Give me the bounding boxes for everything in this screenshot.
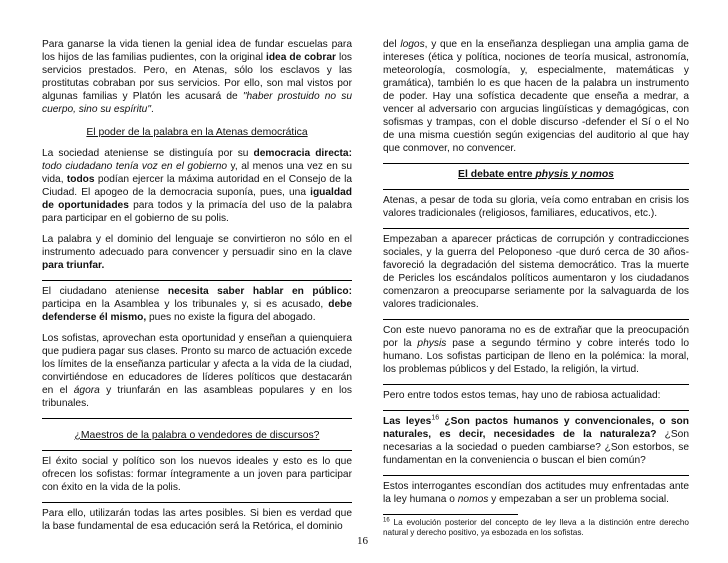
paragraph-laws — [383, 415, 689, 467]
text-run: para todos y la primacía del uso de la palabra para participar en el gobierno de su polis. — [42, 200, 353, 224]
text-run: ágora — [73, 385, 100, 396]
text-run: "haber prostuido no su cuerpo, sino su espíritu" — [42, 91, 353, 115]
paragraph — [42, 332, 352, 410]
paragraph — [383, 480, 689, 506]
text-run: Para ganarse la vida tienen la genial idea de fundar escuelas para los hijos de las familias pudientes, con la original — [42, 39, 352, 63]
footnote — [383, 518, 689, 538]
text-run: idea de cobrar — [266, 52, 336, 63]
divider — [383, 189, 689, 190]
paragraph — [383, 324, 689, 376]
text-run: Con este nuevo panorama no es de extrañar que la preocupación por la — [383, 325, 689, 349]
laws-lead: Las leyes — [383, 416, 432, 427]
text-run: debe defenderse él mismo, — [42, 299, 352, 323]
paragraph — [383, 389, 689, 402]
text-run: y empezaban a ser un problema social. — [488, 494, 669, 505]
footnote-ref: 16 — [431, 414, 440, 422]
text-run: Empezaban a aparecer prácticas de corrupción y contradicciones sociales, y la guerra del Peloponeso -que duró cerca de 30 años- favoreció la degradación del sistema democrático. Tras la muerte de Pericles los escándalos políticos aumentaron y los ciudadanos comenzaron a preocuparse seriamente por la salvaguarda de los valores tradicionales. — [383, 234, 689, 310]
divider — [383, 228, 689, 229]
paragraph — [42, 38, 352, 116]
divider — [42, 450, 352, 451]
text-run: del — [383, 39, 401, 50]
text-run: Atenas, a pesar de toda su gloria, veía como entraban en crisis los valores tradicionales (religiosos, familiares, educativos, etc.). — [383, 195, 689, 219]
text-run: participa en la Asamblea y los tribunales y, si es acusado, — [42, 299, 329, 310]
paragraph — [383, 38, 689, 155]
text-run: Pero entre todos estos temas, hay uno de rabiosa actualidad: — [383, 390, 661, 401]
text-run: Estos interrogantes escondían dos actitudes muy enfrentadas ante la ley humana o — [383, 481, 689, 505]
paragraph — [383, 233, 689, 311]
text-run: nomos — [457, 494, 489, 505]
text-run: pase a segundo término y cobre interés todo lo humano. Los sofistas participan de lleno en la polémica: la moral, los problemas públicos y del Estado, la religión, la virtud. — [383, 338, 689, 375]
text-run: y, al menos una vez en su vida, — [42, 161, 352, 185]
divider — [383, 410, 689, 411]
text-run: podían ejercer la máxima autoridad en el Consejo de la Ciudad. El apogeo de la democracia suponía, pues, una — [42, 174, 352, 198]
text-run: El éxito social y político son los nuevos ideales y esto es lo que ofrecen los sofistas: formar íntegramente a un joven para participar con éxito en la vida de la polis. — [42, 456, 352, 493]
text-run: igualdad de oportunidades — [42, 187, 352, 211]
text-run: . — [150, 104, 154, 115]
footnote-rule — [383, 514, 518, 515]
text-run: todos — [66, 174, 95, 185]
paragraph — [42, 507, 352, 533]
paragraph — [42, 233, 352, 272]
section-heading — [383, 168, 689, 181]
divider — [42, 280, 352, 281]
footnote-text: La evolución posterior del concepto de ley lleva a la distinción entre derecho natural y derecho positivo, ya esbozada en los sofistas. — [383, 518, 689, 537]
text-run: La palabra y el dominio del lenguaje se convirtieron no sólo en el instrumento adecuado para convencer y persuadir sino en la clave — [42, 234, 352, 258]
text-run: physis — [417, 338, 447, 349]
text-run: , y que en la enseñanza despliegan una amplia gama de intereses (ética y política, nociones de teoría musical, astronomía, meteorología, cosmología, y, especialmente, matemáticas y gramática), también lo es que hacen de la palabra un instrumento de poder. Hay una sofística decadente que enseña a medrar, a vencer al adversario con argucias lingüísticas y demagógicas, con sofismas y trampas, con el doble discurso -defender el Sí o el No de una misma cuestión según exigencias del auditorio al que hay que conmover, no convencer. — [383, 39, 689, 154]
text-run: y triunfarán en las asambleas populares y en los tribunales. — [42, 385, 353, 409]
laws-rest: ¿Son necesarias a la sociedad o pueden cambiarse? ¿Son estorbos, se fundamentan en la conveniencia o buscan el bien común? — [383, 429, 690, 466]
divider — [383, 319, 689, 320]
left-column — [42, 38, 352, 541]
text-run: pues no existe la figura del abogado. — [146, 312, 316, 323]
divider — [383, 475, 689, 476]
text-run: Los sofistas, aprovechan esta oportunidad y enseñan a quienquiera que pudiera pagar sus clases. Pronto su marco de actuación excede los límites de la enseñanza particular y afecta a la vida de la ciudad, convirtiéndose en educadores de líderes políticos que destacarán en el — [42, 333, 352, 396]
text-run: Para ello, utilizarán todas las artes posibles. Si bien es verdad que la base fundamental de esa educación será la Retórica, el dominio — [42, 508, 352, 532]
text-run: La sociedad ateniense se distinguía por su — [42, 148, 254, 159]
text-run: El ciudadano ateniense — [42, 286, 168, 297]
paragraph — [42, 147, 352, 225]
divider — [42, 502, 352, 503]
page-number: 16 — [357, 535, 368, 547]
heading-emphasis: physis y nomos — [535, 169, 614, 180]
text-run: necesita saber hablar en público: — [167, 286, 353, 297]
section-heading: ¿Maestros de la palabra o vendedores de discursos? — [74, 430, 320, 441]
right-column — [383, 38, 689, 538]
laws-question: ¿Son pactos humanos y convencionales, o son naturales, es decir, necesidades de la naturaleza? — [383, 416, 689, 440]
paragraph — [383, 194, 689, 220]
divider — [383, 163, 689, 164]
text-run: los servicios prestados. Pero, en Atenas, sólo los esclavos y las prostitutas cobraban por sus servicios. Por ello, son mal vistos por algunas familias y Platón les acusará de — [42, 52, 352, 102]
paragraph — [42, 285, 352, 324]
text-run: todo ciudadano tenía voz en el gobierno — [42, 161, 228, 172]
section-heading: El poder de la palabra en la Atenas democrática — [86, 127, 308, 138]
text-run: para triunfar. — [42, 260, 105, 271]
text-run: democracia directa: — [253, 148, 352, 159]
paragraph — [42, 455, 352, 494]
divider — [42, 418, 352, 419]
footnote-number: 16 — [383, 517, 390, 524]
heading-prefix: El debate entre — [458, 169, 536, 180]
text-run: logos — [400, 39, 425, 50]
divider — [383, 384, 689, 385]
